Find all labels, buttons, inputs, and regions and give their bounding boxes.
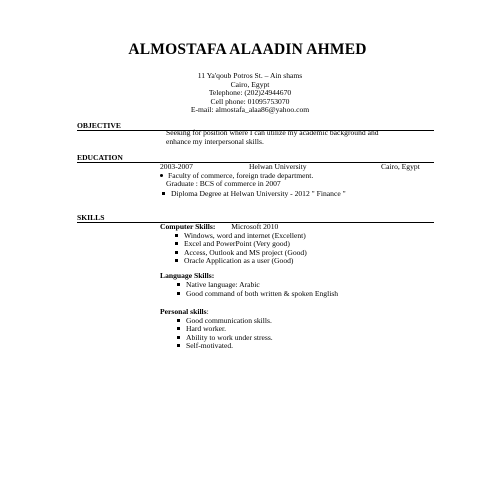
personal-skill-text: Good communication skills. [186, 315, 272, 325]
contact-block [150, 72, 350, 115]
address-line: 11 Ya'qoub Potros St. – Ain shams [197, 71, 303, 80]
square-bullet-icon [175, 259, 178, 262]
education-diploma-item [162, 190, 346, 199]
list-item [177, 290, 338, 299]
square-bullet-icon [177, 319, 180, 322]
skills-heading: SKILLS [77, 213, 105, 222]
education-faculty: Faculty of commerce, foreign trade department. [168, 170, 314, 180]
square-bullet-icon [177, 283, 180, 286]
computer-skill-text: Excel and PowerPoint (Very good) [184, 239, 290, 248]
education-graduate: Graduate : BCS of commerce in 2007 [166, 179, 281, 189]
personal-skills-label: Personal skills [160, 307, 207, 316]
email-line: E-mail: almostafa_alaa86@yahoo.com [190, 105, 310, 115]
language-skill-text: Native language: Arabic [186, 280, 260, 289]
computer-skills-headline: Microsoft 2010 [231, 222, 279, 231]
cellphone-line: Cell phone: 01095753070 [210, 96, 290, 106]
objective-heading: OBJECTIVE [77, 121, 121, 130]
computer-skill-text: Oracle Application as a user (Good) [184, 256, 294, 265]
personal-skills-colon: : [206, 307, 209, 316]
personal-skill-text: Self-motivated. [186, 341, 234, 350]
personal-skill-text: Hard worker. [186, 324, 227, 333]
candidate-name: ALMOSTAFA ALAADIN AHMED [128, 41, 367, 58]
personal-skill-text: Ability to work under stress. [186, 332, 273, 342]
square-bullet-icon [175, 242, 178, 245]
education-diploma: Diploma Degree at Helwan University - 2012 " Finance " [171, 188, 346, 198]
square-bullet-icon [177, 344, 180, 347]
computer-skill-text: Access, Outlook and MS project (Good) [184, 247, 307, 257]
square-bullet-icon [162, 192, 165, 195]
list-item [177, 342, 233, 351]
square-bullet-icon [177, 292, 180, 295]
square-bullet-icon [175, 251, 178, 254]
square-bullet-icon [177, 327, 180, 330]
computer-skills-label: Computer Skills: [160, 222, 216, 231]
education-years: 2003-2007 [160, 162, 193, 171]
list-item [175, 257, 293, 266]
city-line: Cairo, Egypt [230, 79, 270, 89]
objective-line-2: enhance my interpersonal skills. [166, 136, 264, 146]
computer-skill-text: Windows, word and internet (Excellent) [184, 230, 306, 240]
square-bullet-icon [175, 234, 178, 237]
language-skills-label: Language Skills: [160, 271, 215, 280]
objective-line-1: Seeking for position where I can utilize my academic background and [166, 128, 379, 137]
telephone-line: Telephone: (202)24944670 [208, 88, 292, 98]
square-bullet-icon [177, 336, 180, 339]
education-location: Cairo, Egypt [381, 162, 420, 171]
education-heading: EDUCATION [77, 153, 123, 162]
education-university: Helwan University [249, 162, 307, 171]
bullet-icon [160, 174, 163, 177]
language-skill-text: Good command of both written & spoken English [186, 289, 339, 298]
